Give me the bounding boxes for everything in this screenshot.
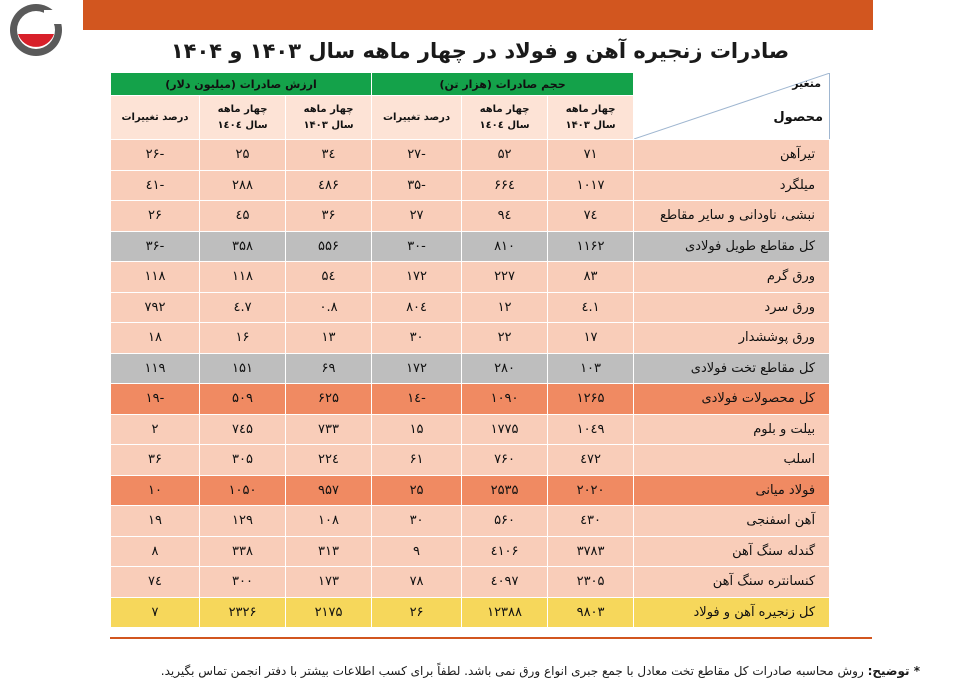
bottom-divider (110, 637, 872, 639)
cell-vchg: -۳۵ (372, 170, 462, 201)
cell-v1403: ۲۳۰۵ (548, 567, 634, 598)
cell-vchg: -۱٤ (372, 384, 462, 415)
cell-vchg: ۲۷ (372, 201, 462, 232)
corner-variable-label: متغیر (792, 77, 822, 90)
row-product-name: نبشی، ناودانی و سایر مقاطع (634, 201, 830, 232)
row-product-name: تیرآهن (634, 140, 830, 171)
cell-d1403: ۳۶ (286, 201, 372, 232)
cell-d1404: ٤۵ (200, 201, 286, 232)
table-row (111, 262, 830, 293)
cell-v1404: ۲۸۰ (462, 353, 548, 384)
cell-vchg: -۳۰ (372, 231, 462, 262)
row-product-name: آهن اسفنجی (634, 506, 830, 537)
cell-d1403: ۲۲٤ (286, 445, 372, 476)
table-row (111, 231, 830, 262)
cell-dchg: ۳۶ (111, 445, 200, 476)
cell-d1403: ۶۹ (286, 353, 372, 384)
cell-v1403: ۱۰۱۷ (548, 170, 634, 201)
cell-d1403: ۷۳۳ (286, 414, 372, 445)
cell-dchg: ۲ (111, 414, 200, 445)
table-row (111, 414, 830, 445)
table-row (111, 475, 830, 506)
cell-d1403: ۱۰۸ (286, 506, 372, 537)
row-product-name: کل مقاطع طویل فولادی (634, 231, 830, 262)
cell-v1404: ۵۶۰ (462, 506, 548, 537)
row-product-name: بیلت و بلوم (634, 414, 830, 445)
table-corner-header (634, 73, 830, 140)
cell-v1404: ۲۲۷ (462, 262, 548, 293)
table-body (111, 140, 830, 628)
subheader-value-change: درصد تغییرات (111, 96, 200, 140)
cell-vchg: -۲۷ (372, 140, 462, 171)
subheader-volume-1403: چهار ماهه سال ۱۴۰۳ (548, 96, 634, 140)
cell-v1403: ٤۳۰ (548, 506, 634, 537)
cell-d1404: ۳۰۵ (200, 445, 286, 476)
cell-dchg: -٤۱ (111, 170, 200, 201)
cell-dchg: ۱۹ (111, 506, 200, 537)
cell-d1404: ۱۰۵۰ (200, 475, 286, 506)
row-product-name: کل زنجیره آهن و فولاد (634, 597, 830, 628)
cell-v1403: ۲۰۲۰ (548, 475, 634, 506)
cell-v1403: ۱.٤ (548, 292, 634, 323)
cell-d1403: ۹۵۷ (286, 475, 372, 506)
header-bar (83, 0, 873, 30)
footnote (40, 664, 920, 678)
cell-v1403: ۷٤ (548, 201, 634, 232)
cell-v1404: ۸۱۰ (462, 231, 548, 262)
cell-d1403: ۵٤ (286, 262, 372, 293)
cell-d1404: ۱۵۱ (200, 353, 286, 384)
cell-v1403: ۱۰٤۹ (548, 414, 634, 445)
cell-v1403: ۱۱۶۲ (548, 231, 634, 262)
cell-d1404: ۱۶ (200, 323, 286, 354)
cell-v1404: ۱۲ (462, 292, 548, 323)
subheader-volume-change: درصد تغییرات (372, 96, 462, 140)
cell-v1403: ٤۷۲ (548, 445, 634, 476)
export-table (110, 72, 830, 628)
cell-v1404: ۱۲۳۸۸ (462, 597, 548, 628)
cell-vchg: ۲۶ (372, 597, 462, 628)
cell-v1404: ۶۶٤ (462, 170, 548, 201)
cell-dchg: ۷۹۲ (111, 292, 200, 323)
cell-v1404: ۷۶۰ (462, 445, 548, 476)
cell-dchg: ۸ (111, 536, 200, 567)
row-product-name: ورق پوششدار (634, 323, 830, 354)
table-row (111, 506, 830, 537)
cell-v1404: ٤۱۰۶ (462, 536, 548, 567)
cell-v1403: ۱۷ (548, 323, 634, 354)
cell-d1404: ۳۰۰ (200, 567, 286, 598)
cell-vchg: ۸۰٤ (372, 292, 462, 323)
cell-d1404: ۱۱۸ (200, 262, 286, 293)
cell-d1403: ۱۷۳ (286, 567, 372, 598)
cell-v1403: ۷۱ (548, 140, 634, 171)
cell-d1404: ۷.٤ (200, 292, 286, 323)
cell-d1404: ۲۸۸ (200, 170, 286, 201)
cell-d1403: ۳٤ (286, 140, 372, 171)
cell-d1404: ۱۲۹ (200, 506, 286, 537)
association-logo (0, 0, 78, 62)
cell-vchg: ۲۵ (372, 475, 462, 506)
cell-dchg: ۲۶ (111, 201, 200, 232)
cell-dchg: ۱۸ (111, 323, 200, 354)
row-product-name: کل محصولات فولادی (634, 384, 830, 415)
cell-dchg: ۱۰ (111, 475, 200, 506)
cell-d1403: ۳۱۳ (286, 536, 372, 567)
cell-d1403: ۱۳ (286, 323, 372, 354)
row-product-name: اسلب (634, 445, 830, 476)
cell-v1404: ٤۰۹۷ (462, 567, 548, 598)
group-header-volume: حجم صادرات (هزار تن) (372, 73, 634, 96)
cell-dchg: -۳۶ (111, 231, 200, 262)
row-product-name: کل مقاطع تخت فولادی (634, 353, 830, 384)
cell-v1403: ۸۳ (548, 262, 634, 293)
row-product-name: میلگرد (634, 170, 830, 201)
cell-v1403: ۹۸۰۳ (548, 597, 634, 628)
cell-dchg: ۱۱۹ (111, 353, 200, 384)
cell-d1403: ۰.۸ (286, 292, 372, 323)
table-row (111, 140, 830, 171)
cell-vchg: ۱۵ (372, 414, 462, 445)
cell-v1404: ۲۵۳۵ (462, 475, 548, 506)
cell-d1404: ۳۵۸ (200, 231, 286, 262)
corner-product-label: محصول (773, 110, 824, 125)
cell-v1403: ۱۰۳ (548, 353, 634, 384)
cell-d1404: ۲۳۲۶ (200, 597, 286, 628)
table-row (111, 292, 830, 323)
cell-vchg: ۷۸ (372, 567, 462, 598)
cell-v1404: ۲۲ (462, 323, 548, 354)
subheader-value-1403: چهار ماهه سال ۱۴۰۳ (286, 96, 372, 140)
cell-vchg: ۳۰ (372, 506, 462, 537)
table-row (111, 170, 830, 201)
table-row (111, 384, 830, 415)
cell-vchg: ۱۷۲ (372, 262, 462, 293)
subheader-volume-1404: چهار ماهه سال ۱٤۰٤ (462, 96, 548, 140)
table-row (111, 536, 830, 567)
cell-vchg: ۱۷۲ (372, 353, 462, 384)
footnote-label: * توضیح: (867, 664, 920, 678)
table-row (111, 597, 830, 628)
cell-v1403: ۳۷۸۳ (548, 536, 634, 567)
cell-dchg: ۷ (111, 597, 200, 628)
cell-d1404: ۵۰۹ (200, 384, 286, 415)
table-row (111, 323, 830, 354)
row-product-name: ورق سرد (634, 292, 830, 323)
page-title: صادرات زنجیره آهن و فولاد در چهار ماهه سال ۱۴۰۳ و ۱۴۰۴ (170, 39, 790, 63)
cell-d1403: ۶۲۵ (286, 384, 372, 415)
table-row (111, 353, 830, 384)
table-row (111, 445, 830, 476)
cell-d1404: ۷٤۵ (200, 414, 286, 445)
subheader-value-1404: چهار ماهه سال ۱٤۰٤ (200, 96, 286, 140)
cell-d1404: ۳۳۸ (200, 536, 286, 567)
cell-dchg: ۱۱۸ (111, 262, 200, 293)
cell-dchg: -۱۹ (111, 384, 200, 415)
cell-v1403: ۱۲۶۵ (548, 384, 634, 415)
group-header-value: ارزش صادرات (میلیون دلار) (111, 73, 372, 96)
table-row (111, 201, 830, 232)
cell-v1404: ۱۰۹۰ (462, 384, 548, 415)
row-product-name: ورق گرم (634, 262, 830, 293)
row-product-name: فولاد میانی (634, 475, 830, 506)
cell-d1404: ۲۵ (200, 140, 286, 171)
cell-d1403: ٤۸۶ (286, 170, 372, 201)
row-product-name: کنسانتره سنگ آهن (634, 567, 830, 598)
cell-vchg: ۹ (372, 536, 462, 567)
cell-vchg: ۳۰ (372, 323, 462, 354)
cell-v1404: ۵۲ (462, 140, 548, 171)
cell-d1403: ۵۵۶ (286, 231, 372, 262)
cell-v1404: ۹٤ (462, 201, 548, 232)
cell-d1403: ۲۱۷۵ (286, 597, 372, 628)
footnote-text: روش محاسبه صادرات کل مقاطع تخت معادل با جمع جبری انواع ورق نمی باشد. لطفاً برای کسب اطلاعات بیشتر با دفتر انجمن تماس بگیرید. (160, 664, 868, 678)
cell-dchg: ۷٤ (111, 567, 200, 598)
cell-vchg: ۶۱ (372, 445, 462, 476)
cell-v1404: ۱۷۷۵ (462, 414, 548, 445)
cell-dchg: -۲۶ (111, 140, 200, 171)
row-product-name: گندله سنگ آهن (634, 536, 830, 567)
table-row (111, 567, 830, 598)
